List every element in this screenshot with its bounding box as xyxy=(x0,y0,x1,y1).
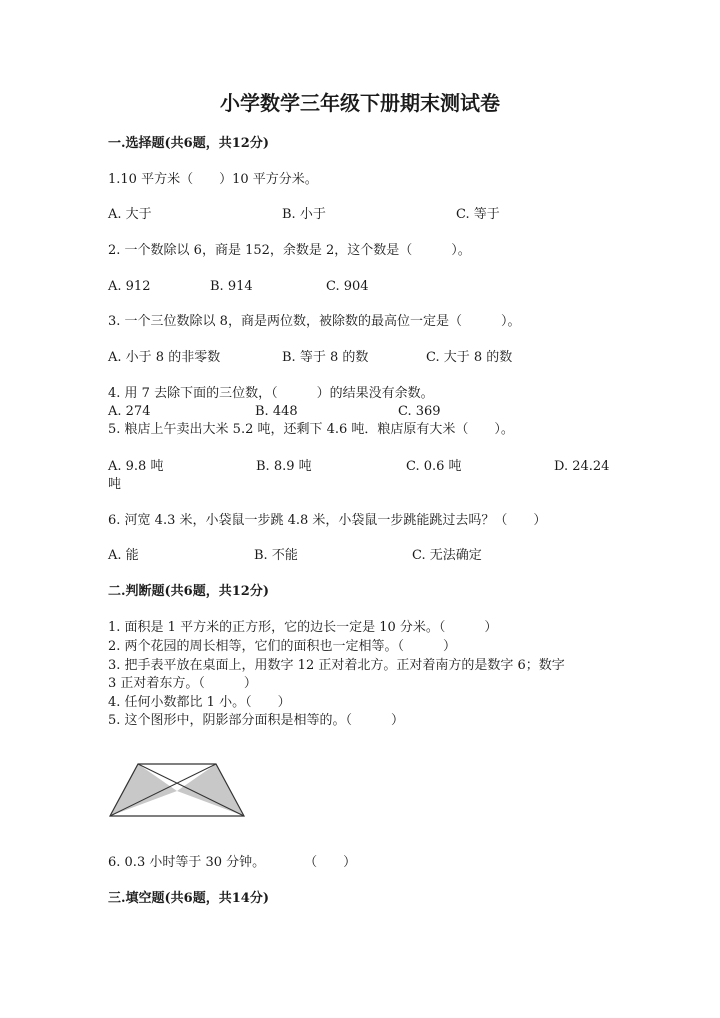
option-d: D. 24.24 xyxy=(554,459,610,474)
judge-item: 4. 任何小数都比 1 小。（ ） xyxy=(108,695,291,710)
option-b: B. 8.9 吨 xyxy=(256,459,312,474)
option-d-wrap: 吨 xyxy=(108,477,122,492)
question-stem: 4. 用 7 去除下面的三位数，（ ）的结果没有余数。 xyxy=(108,386,434,401)
question-stem: 5. 粮店上午卖出大米 5.2 吨，还剩下 4.6 吨．粮店原有大米（ ）。 xyxy=(108,422,514,437)
judge-item: 3. 把手表平放在桌面上，用数字 12 正对着北方。正对着南方的是数字 6；数字 xyxy=(108,658,565,673)
shaded-triangle-right xyxy=(177,764,244,816)
option-b: B. 914 xyxy=(210,279,253,294)
question-stem: 6. 河宽 4.3 米，小袋鼠一步跳 4.8 米，小袋鼠一步跳能跳过去吗？（ ） xyxy=(108,513,547,528)
option-b: B. 等于 8 的数 xyxy=(282,350,369,365)
judge-item: 1. 面积是 1 平方米的正方形，它的边长一定是 10 分米。（ ） xyxy=(108,620,498,635)
option-a: A. 9.8 吨 xyxy=(108,459,164,474)
trapezoid-figure xyxy=(108,762,248,818)
question-stem: 2. 一个数除以 6，商是 152，余数是 2，这个数是（ ）。 xyxy=(108,243,471,258)
section-heading-choice: 一.选择题(共6题，共12分) xyxy=(108,136,269,151)
option-a: A. 小于 8 的非零数 xyxy=(108,350,221,365)
judge-item: 2. 两个花园的周长相等，它们的面积也一定相等。（ ） xyxy=(108,639,457,654)
option-a: A. 274 xyxy=(108,404,151,419)
option-a: A. 能 xyxy=(108,548,139,563)
judge-item-wrap: 3 正对着东方。（ ） xyxy=(108,676,257,691)
option-b: B. 448 xyxy=(255,404,298,419)
option-c: C. 369 xyxy=(398,404,441,419)
option-c: C. 大于 8 的数 xyxy=(426,350,513,365)
section-heading-judge: 二.判断题(共6题，共12分) xyxy=(108,584,269,599)
section-heading-fill: 三.填空题(共6题，共14分) xyxy=(108,891,269,906)
option-c: C. 904 xyxy=(326,279,369,294)
question-stem: 1.10 平方米（ ）10 平方分米。 xyxy=(108,172,318,187)
option-b: B. 不能 xyxy=(254,548,298,563)
option-c: C. 无法确定 xyxy=(412,548,482,563)
question-stem: 3. 一个三位数除以 8，商是两位数，被除数的最高位一定是（ ）。 xyxy=(108,314,521,329)
option-c: C. 等于 xyxy=(456,207,500,222)
option-b: B. 小于 xyxy=(282,207,326,222)
option-c: C. 0.6 吨 xyxy=(406,459,462,474)
option-a: A. 912 xyxy=(108,279,151,294)
page-title: 小学数学三年级下册期末测试卷 xyxy=(220,91,500,115)
judge-item: 5. 这个图形中，阴影部分面积是相等的。（ ） xyxy=(108,713,405,728)
shaded-triangle-left xyxy=(110,764,177,816)
judge-item: 6. 0.3 小时等于 30 分钟。 （ ） xyxy=(108,855,357,870)
option-a: A. 大于 xyxy=(108,207,152,222)
